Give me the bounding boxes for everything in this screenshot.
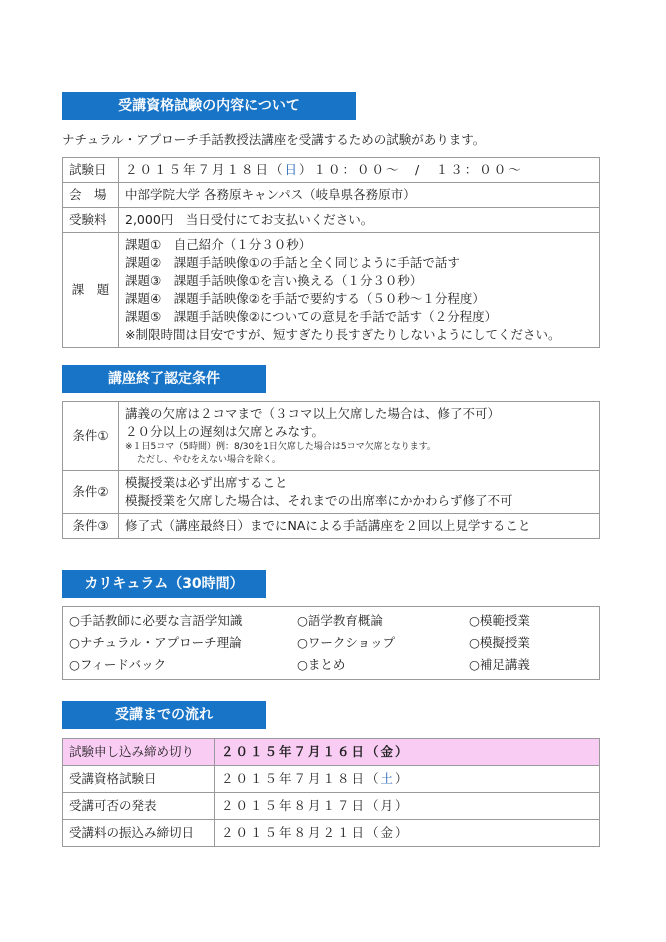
exam-fee-label: 受験料 <box>63 208 119 233</box>
exam-venue-row <box>63 183 600 208</box>
condition-3-content: 修了式（講座最終日）までにNAによる手話講座を２回以上見学すること <box>119 514 600 539</box>
task-item: 課題④ 課題手話映像②を手話で要約する（５０秒～１分程度） <box>125 291 485 306</box>
condition-2-line1: 模擬授業は必ず出席すること <box>125 475 288 490</box>
condition-1-line2: ２０分以上の遅刻は欠席とみなす。 <box>125 424 325 439</box>
condition-2-content <box>119 471 600 514</box>
exam-intro-text: ナチュラル・アプローチ手話教授法講座を受講するための試験があります。 <box>62 132 486 147</box>
exam-venue-value: 中部学院大学 各務原キャンパス（岐阜県各務原市） <box>119 183 600 208</box>
task-item: 課題③ 課題手話映像①を言い換える（１分３０秒） <box>125 273 423 288</box>
schedule-result-label: 受講可否の発表 <box>63 793 215 820</box>
curriculum-item: ○ナチュラル・アプローチ理論 <box>69 635 242 650</box>
exam-date-row <box>63 158 600 183</box>
curriculum-item: ○補足講義 <box>469 657 530 672</box>
condition-1-line1: 講義の欠席は２コマまで（３コマ以上欠席した場合は、修了不可） <box>125 406 501 421</box>
curriculum-item: ○模範授業 <box>469 613 530 628</box>
condition-3-label: 条件③ <box>63 514 119 539</box>
task-item: 課題② 課題手話映像①の手話と全く同じように手話で話す <box>125 255 460 270</box>
exam-tasks-list <box>119 233 600 348</box>
task-item: 課題⑤ 課題手話映像②についての意見を手話で話す（２分程度） <box>125 309 498 324</box>
schedule-row-exam <box>63 766 600 793</box>
schedule-deadline-label: 試験申し込み締め切り <box>63 739 215 766</box>
curriculum-item: ○まとめ <box>297 657 346 672</box>
condition-row-1 <box>63 402 600 471</box>
section-header-completion: 講座終了認定条件 <box>62 365 266 393</box>
exam-fee-value: 2,000円 当日受付にてお支払いください。 <box>119 208 600 233</box>
condition-2-label: 条件② <box>63 471 119 514</box>
schedule-payment-value: ２０１５年８月２１日（金） <box>215 820 600 847</box>
exam-date-label: 試験日 <box>63 158 119 183</box>
schedule-row-result <box>63 793 600 820</box>
task-item: 課題① 自己紹介（１分３０秒） <box>125 237 312 252</box>
exam-date-value: ２０１５年７月１８日（日）１０：００～ / １３：００～ <box>119 158 600 183</box>
curriculum-item: ○模擬授業 <box>469 635 530 650</box>
condition-row-2 <box>63 471 600 514</box>
exam-fee-row <box>63 208 600 233</box>
condition-1-note2: ただし、やむをえない場合を除く。 <box>137 455 281 465</box>
schedule-exam-label: 受講資格試験日 <box>63 766 215 793</box>
schedule-exam-value: ２０１５年７月１８日（土） <box>215 766 600 793</box>
exam-tasks-row <box>63 233 600 348</box>
schedule-row-deadline <box>63 739 600 766</box>
curriculum-item: ○ワークショップ <box>297 635 396 650</box>
curriculum-box <box>62 606 600 680</box>
exam-tasks-label: 課 題 <box>63 233 119 348</box>
section-header-exam: 受講資格試験の内容について <box>62 92 356 120</box>
task-note: ※制限時間は目安ですが、短すぎたり長すぎたりしないようにしてください。 <box>125 327 561 342</box>
completion-conditions-table <box>62 401 600 539</box>
condition-1-label: 条件① <box>63 402 119 471</box>
curriculum-item: ○手話教師に必要な言語学知識 <box>69 613 243 628</box>
schedule-row-payment <box>63 820 600 847</box>
section-header-schedule: 受講までの流れ <box>62 701 266 729</box>
schedule-payment-label: 受講料の振込み締切日 <box>63 820 215 847</box>
condition-1-content <box>119 402 600 471</box>
curriculum-item: ○語学教育概論 <box>297 613 383 628</box>
condition-row-3 <box>63 514 600 539</box>
schedule-result-value: ２０１５年８月１７日（月） <box>215 793 600 820</box>
curriculum-item: ○フィードバック <box>69 657 167 672</box>
condition-2-line2: 模擬授業を欠席した場合は、それまでの出席率にかかわらず修了不可 <box>125 493 513 508</box>
schedule-table <box>62 738 600 847</box>
section-header-curriculum: カリキュラム（30時間） <box>62 570 266 598</box>
exam-venue-label: 会 場 <box>63 183 119 208</box>
exam-details-table <box>62 157 600 348</box>
condition-1-note1: ※１日5コマ（5時間）例：8/30を1日欠席した場合は5コマ欠席となります。 <box>125 442 436 452</box>
schedule-deadline-value: ２０１５年７月１６日（金） <box>215 739 600 766</box>
